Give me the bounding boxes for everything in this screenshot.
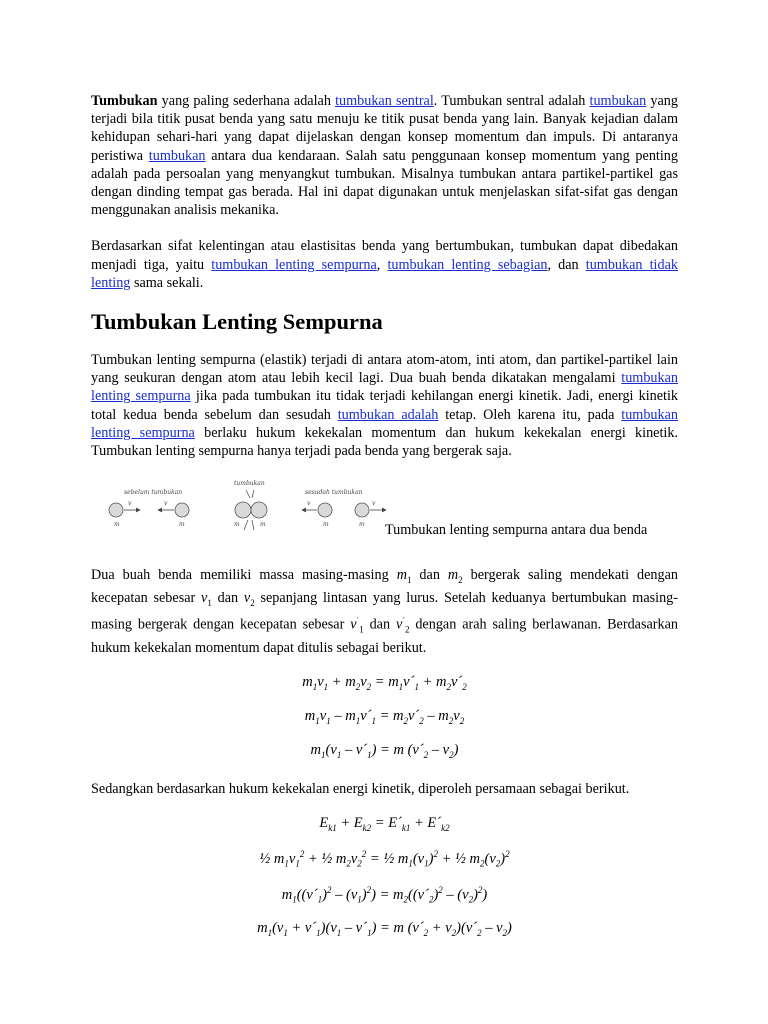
equation-momentum-2: $m_1v_1$ – $m_1v´_1$ = $m_2v´_2 - m_2v_2$ [304, 708, 465, 727]
svg-text:m: m [114, 521, 120, 528]
link-lenting-sempurna[interactable]: tumbukan lenting sempurna [211, 256, 377, 273]
equation-momentum-3: $m_1(v_1$ – $v´_1) = m$ $(v´_2 - v_2)$ [310, 742, 459, 760]
svg-text:m: m [359, 521, 365, 528]
label-after: sesudah tumbukan [305, 489, 363, 496]
ball-1-before [109, 503, 123, 517]
paragraph-elastic: Tumbukan lenting sempurna (elastik) terjadi di antara atom-atom, inti atom, dan partikel-partikel lain yang seukuran dengan atom atau lebih kecil lagi. Dua buah benda dikatakan mengalami tumbukan lenting sempurna jika pada tumbukan itu tidak terjadi kehilangan energi kinetik. Jadi, energi kinetik total kedua benda sebelum dan sesudah tumbukan adalah tetap. Oleh karena itu, pada tumbukan lenting sempurna berlaku hukum kekekalan momentum dan hukum kekekalan energi kinetik. Tumbukan lenting sempurna hanya terjadi pada benda yang bergerak saja. [91, 352, 679, 460]
link-lenting-sempurna-3[interactable]: tumbukan lenting sempurna [91, 406, 678, 441]
equation-energy-1: $E_{k1} + E_{k2}$ = $E´_{k1}$ + $E´_{k2}$ [319, 815, 450, 834]
ball-2-before [175, 503, 189, 517]
link-tidak-lenting[interactable]: tumbukan tidak lenting [91, 256, 678, 291]
equation-momentum-1: $m_1v_1 + m_2v_2$ = $m_1v´_1$ + $m_2v´_2$ [302, 674, 467, 693]
svg-text:m: m [179, 521, 185, 528]
label-during: tumbukan [234, 480, 265, 487]
svg-text:v: v [128, 500, 132, 507]
paragraph-energy: Sedangkan berdasarkan hukum kekekalan energi kinetik, diperoleh persamaan sebagai berikut. [91, 780, 630, 797]
svg-text:v: v [372, 500, 376, 507]
section-heading: Tumbukan Lenting Sempurna [91, 309, 383, 335]
label-before: sebelum tumbukan [124, 489, 183, 496]
paragraph-types: Berdasarkan sifat kelentingan atau elastisitas benda yang bertumbukan, tumbukan dapat dibedakan menjadi tiga, yaitu tumbukan lenting sempurna, tumbukan lenting sebagian, dan tumbukan tidak lenting sama sekali. [91, 238, 678, 291]
ball-2-during [251, 502, 267, 518]
collision-diagram [100, 476, 390, 538]
ball-1-during [235, 502, 251, 518]
equation-energy-3: $m_1((v´_1)^2 - (v_1)^2)$ = $m_2((v´_2)^2 - (v_2)^2)$ [281, 884, 488, 905]
svg-text:v: v [164, 500, 168, 507]
collision-figure [100, 476, 690, 546]
figure-caption: Tumbukan lenting sempurna antara dua benda [385, 522, 648, 538]
link-tumbukan-sentral[interactable]: tumbukan sentral [335, 93, 434, 109]
paragraph-intro: Tumbukan yang paling sederhana adalah tumbukan sentral. Tumbukan sentral adalah tumbukan yang terjadi bila titik pusat benda yang satu menuju ke titik pusat benda yang lain. Banyak kejadian dalam kehidupan sehari-hari yang dapat dijelaskan dengan konsep momentum dan impuls. Di antaranya peristiwa tumbukan antara dua kendaraan. Salah satu penggunaan konsep momentum yang penting adalah pada persoalan yang menyangkut tumbukan. Misalnya tumbukan antara partikel-partikel gas dengan dinding tempat gas berada. Hal ini dapat digunakan untuk menjelaskan sifat-sifat gas dengan menggunakan analisis mekanika. [91, 93, 678, 219]
link-lenting-sempurna-2[interactable]: tumbukan lenting sempurna [91, 370, 678, 405]
ball-2-after [355, 503, 369, 517]
link-tumbukan[interactable]: tumbukan [589, 93, 647, 109]
svg-text:v: v [307, 500, 311, 507]
bold-term: Tumbukan [91, 93, 158, 109]
svg-text:m: m [260, 521, 266, 528]
link-lenting-sebagian[interactable]: tumbukan lenting sebagian [387, 256, 548, 273]
equation-energy-4: $m_1(v_1$ + $v´_1)(v_1$ – $v´_1) = m$ ($v´_2$ + $v_2)(v´_2 - v_2)$ [257, 920, 512, 939]
svg-text:m: m [323, 521, 329, 528]
link-tumbukan-2[interactable]: tumbukan [148, 147, 206, 164]
ball-1-after [318, 503, 332, 517]
svg-text:m: m [234, 521, 240, 528]
paragraph-momentum: Dua buah benda memiliki massa masing-masing $m_1$ dan $m_2$ bergerak saling mendekati dengan kecepatan sebesar $v_1$ dan $v_2$ sepanjang lintasan yang lurus. Setelah keduanya bertumbukan masing-masing bergerak dengan kecepatan sebesar $v^´_1$ dan $v^´_2$ dengan arah saling berlawanan. Berdasarkan hukum kekekalan momentum dapat ditulis sebagai berikut. [91, 567, 678, 657]
equation-energy-2: ½ $m_1v_1^2$ + ½ $m_2v_2^2$ = ½ $m_1(v_1)^2$ + ½ $m_2(v_2)^2$ [259, 849, 510, 869]
link-tumbukan-adalah[interactable]: tumbukan adalah [337, 406, 439, 423]
